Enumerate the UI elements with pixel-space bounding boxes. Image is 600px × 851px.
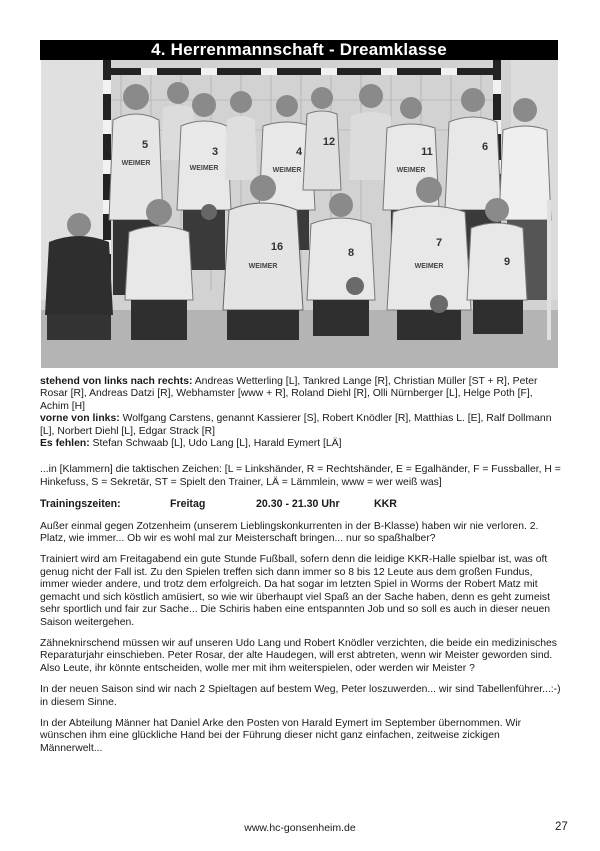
page-number: 27 <box>555 821 568 833</box>
sponsor-logo: WEIMER <box>248 263 278 270</box>
sponsor-logo: WEIMER <box>189 165 219 172</box>
caption-front-label: vorne von links: <box>40 413 120 425</box>
caption-missing-text: Stefan Schwaab [L], Udo Lang [L], Harald Eymert [LÄ] <box>89 438 342 450</box>
sponsor-logo: WEIMER <box>396 167 426 174</box>
jersey-number: 9 <box>503 256 511 268</box>
sponsor-logo: WEIMER <box>272 167 302 174</box>
caption-missing-label: Es fehlen: <box>40 438 90 450</box>
caption-names <box>40 376 562 450</box>
page-title: 4. Herrenmannschaft - Dreamklasse <box>40 40 558 60</box>
handball <box>430 295 448 313</box>
training-times <box>40 498 562 510</box>
handball <box>201 204 217 220</box>
jersey-number: 4 <box>295 146 303 158</box>
training-time: 20.30 - 21.30 Uhr <box>256 498 340 511</box>
paragraph: In der neuen Saison sind wir nach 2 Spieltagen auf bestem Weg, Peter loszuwerden... wir sind Tabellenführer...:-) in diesem Sinne. <box>40 684 561 708</box>
footer-url[interactable]: www.hc-gonsenheim.de <box>244 822 356 834</box>
caption-standing-label: stehend von links nach rechts: <box>40 376 193 387</box>
paragraph: In der Abteilung Männer hat Daniel Arke den Posten von Harald Eymert im September übernommen. Wir wünschen ihm eine glückliche Hand bei der Führung dieser nicht ganz einfachen, zeitweise zickigen Männerwelt... <box>40 717 522 754</box>
jersey-number: 7 <box>435 237 443 249</box>
article-body <box>40 376 562 764</box>
paragraph: Zähneknirschend müssen wir auf unseren Udo Lang und Robert Knödler verzichten, die beide ein medizinisches Reparaturjahr einschieben. Peter Rosar, der alte Haudegen, will erst abtreten, wenn wir Meister geworden sind. Also Leute, ihr könnte entscheiden, wolle mer mit ihm weiterspielen, oder werden wir Meister ? <box>40 637 557 674</box>
caption-front-text: Wolfgang Carstens, genannt Kassierer [S], Robert Knödler [R], Matthias L. [E], Ralf Dollmann [L], Norbert Diehl [L], Edgar Strack [R] <box>40 413 552 437</box>
jersey-number: 16 <box>270 241 284 253</box>
jersey-number: 8 <box>347 247 355 259</box>
team-photo <box>41 60 558 368</box>
sponsor-logo: WEIMER <box>121 160 151 167</box>
caption-standing-text: Andreas Wetterling [L], Tankred Lange [R], Christian Müller [ST + R], Peter Rosar [R], Andreas Datzi [R], Webhamster [www + R], Roland Diehl [R], Olli Nürnberger [L], Helge Poth [F], Achim [H] <box>40 376 538 412</box>
jersey-number: 11 <box>421 146 433 158</box>
legend-paragraph: ...in [Klammern] die taktischen Zeichen: [L = Linkshänder, R = Rechtshänder, E = Egalhänder, F = Fussballer, H = Hinkefuss, S = Sekretär, ST = Spielt den Trainer, LÄ = Lämmlein, www = wer weiß was] <box>40 464 561 488</box>
training-label: Trainingszeiten: <box>40 498 121 511</box>
jersey-number: 12 <box>322 136 336 148</box>
sponsor-logo: WEIMER <box>414 263 444 270</box>
jersey-number: 6 <box>481 141 489 153</box>
paragraph: Außer einmal gegen Zotzenheim (unserem Lieblingskonkurrenten in der B-Klasse) haben wir nie verloren. 2. Platz, wie immer... Ob wir es wohl mal zur Meisterschaft bringen... nur so spaßhalber? <box>40 520 539 545</box>
training-day: Freitag <box>170 498 206 511</box>
jersey-number: 5 <box>141 139 149 151</box>
training-place: KKR <box>374 498 397 511</box>
jersey-number: 3 <box>211 146 219 158</box>
paragraph: Trainiert wird am Freitagabend ein gute Stunde Fußball, sofern denn die leidige KKR-Halle spielbar ist, was oft genug nicht der Fall ist. Zu den Spielen treffen sich dann immer so 8 bis 12 Leute aus dem großen Fundus, immer wieder andere, und trotz dem erfolgreich. Da hat sogar im letzten Spiel in Worms der Robert Matz mit gemacht und sich köstlich amüsiert, so wie wir überhaupt viel Spaß an der Sache haben, denn es geht zumeist sehr sportlich und fair zur Sache... Die Schiris haben eine entspannten Job und so soll es auch in dieser neuen Saison weitergehen. <box>40 554 551 628</box>
handball <box>346 277 364 295</box>
